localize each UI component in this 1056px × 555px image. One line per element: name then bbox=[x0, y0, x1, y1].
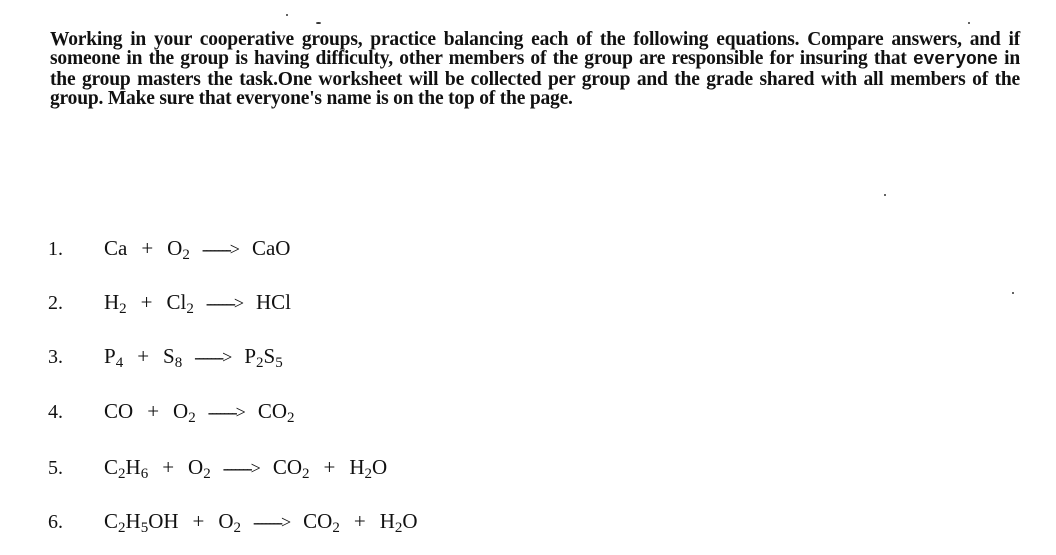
chemical-formula bbox=[166, 290, 194, 317]
formula-symbol: O bbox=[188, 455, 204, 479]
chemical-formula bbox=[104, 509, 179, 536]
equation-body bbox=[104, 344, 283, 369]
scan-speck bbox=[286, 14, 288, 16]
formula-symbol: O bbox=[372, 455, 388, 479]
instructions-text-part-1: Working in your cooperative groups, practice balancing each of the following equations. Compare answers, and if someone in the group is having difficulty, other members of the group are responsible for insuring that bbox=[50, 29, 1020, 69]
formula-subscript: 6 bbox=[140, 466, 149, 482]
formula-symbol: HCl bbox=[255, 290, 291, 314]
equation-number: 1. bbox=[48, 238, 63, 260]
equation-item-6 bbox=[48, 509, 418, 534]
chemical-formula bbox=[104, 236, 127, 260]
chemical-formula bbox=[167, 236, 190, 263]
chemical-formula bbox=[257, 399, 295, 426]
formula-symbol: Ca bbox=[104, 236, 128, 260]
instructions-emphasis-word: everyone bbox=[912, 50, 998, 70]
formula-subscript: 2 bbox=[332, 520, 340, 536]
plus-sign: + bbox=[141, 236, 154, 260]
formula-subscript: 2 bbox=[287, 410, 295, 426]
equation-body bbox=[104, 509, 418, 534]
formula-symbol: H bbox=[379, 509, 395, 533]
plus-sign: + bbox=[353, 509, 366, 533]
equation-number: 4. bbox=[48, 401, 63, 423]
chemical-formula bbox=[163, 344, 183, 371]
chemical-formula bbox=[303, 509, 340, 536]
formula-symbol: CO bbox=[104, 399, 134, 423]
formula-subscript: 2 bbox=[188, 410, 196, 426]
formula-symbol: CO bbox=[272, 455, 303, 479]
scan-speck bbox=[884, 194, 886, 196]
formula-symbol: O bbox=[167, 236, 183, 260]
equation-body bbox=[104, 399, 295, 424]
equation-body bbox=[104, 236, 290, 261]
reaction-arrow: -------> bbox=[207, 402, 244, 422]
formula-symbol: CaO bbox=[251, 236, 291, 260]
equation-number: 2. bbox=[48, 292, 63, 314]
formula-symbol: H bbox=[104, 290, 120, 314]
chemical-formula bbox=[218, 509, 242, 536]
formula-symbol: Cl bbox=[166, 290, 187, 314]
equation-item-1 bbox=[48, 236, 290, 261]
reaction-arrow: -------> bbox=[205, 293, 242, 313]
chemical-formula bbox=[252, 236, 291, 260]
scan-speck bbox=[316, 22, 321, 24]
formula-subscript: 2 bbox=[233, 520, 242, 536]
equation-body bbox=[104, 290, 291, 315]
formula-symbol: P bbox=[104, 344, 116, 368]
equation-item-3 bbox=[48, 344, 283, 369]
plus-sign: + bbox=[147, 399, 160, 423]
plus-sign: + bbox=[137, 344, 150, 368]
instructions-text-part-2: in the group masters the task.One worksheet will be collected per group and the grade shared with all members of the group. Make sure that everyone's name is on the top of the page. bbox=[50, 48, 1020, 109]
scan-speck bbox=[968, 22, 970, 24]
plus-sign: + bbox=[140, 290, 153, 314]
reaction-arrow: -------> bbox=[201, 239, 238, 259]
chemical-formula bbox=[104, 399, 133, 423]
chemical-formula bbox=[349, 455, 388, 482]
formula-symbol: H bbox=[125, 455, 141, 479]
formula-symbol: O bbox=[173, 399, 189, 423]
formula-symbol: H bbox=[349, 455, 365, 479]
chemical-formula bbox=[188, 455, 211, 482]
formula-subscript: 2 bbox=[203, 466, 211, 482]
equation-body bbox=[104, 455, 387, 480]
formula-symbol: C bbox=[104, 455, 119, 479]
scan-speck bbox=[1012, 292, 1014, 294]
chemical-formula bbox=[379, 509, 418, 536]
equation-item-2 bbox=[48, 290, 291, 315]
equation-number: 3. bbox=[48, 346, 63, 368]
formula-symbol: OH bbox=[148, 509, 179, 533]
formula-symbol: H bbox=[125, 509, 141, 533]
formula-subscript: 2 bbox=[186, 301, 194, 317]
formula-symbol: P bbox=[244, 344, 257, 368]
formula-subscript: 2 bbox=[119, 301, 127, 317]
formula-symbol: CO bbox=[257, 399, 288, 423]
formula-symbol: C bbox=[104, 509, 119, 533]
formula-symbol: S bbox=[263, 344, 276, 368]
formula-subscript: 5 bbox=[275, 355, 283, 371]
formula-symbol: O bbox=[402, 509, 418, 533]
formula-subscript: 2 bbox=[182, 247, 190, 263]
chemical-formula bbox=[272, 455, 310, 482]
chemical-formula bbox=[104, 344, 124, 371]
formula-subscript: 2 bbox=[256, 355, 264, 371]
equation-number: 6. bbox=[48, 511, 63, 533]
formula-subscript: 2 bbox=[118, 520, 126, 536]
reaction-arrow: -------> bbox=[194, 347, 231, 367]
reaction-arrow: -------> bbox=[222, 458, 259, 478]
equation-number: 5. bbox=[48, 457, 63, 479]
formula-subscript: 5 bbox=[140, 520, 149, 536]
plus-sign: + bbox=[323, 455, 336, 479]
plus-sign: + bbox=[192, 509, 205, 533]
formula-subscript: 8 bbox=[174, 355, 183, 371]
chemical-formula bbox=[244, 344, 283, 371]
formula-symbol: CO bbox=[303, 509, 333, 533]
plus-sign: + bbox=[162, 455, 175, 479]
equation-item-5 bbox=[48, 455, 387, 480]
chemical-formula bbox=[173, 399, 196, 426]
formula-subscript: 2 bbox=[364, 466, 373, 482]
reaction-arrow: -------> bbox=[253, 512, 290, 532]
chemical-formula bbox=[104, 455, 149, 482]
formula-symbol: S bbox=[163, 344, 175, 368]
chemical-formula bbox=[256, 290, 291, 314]
formula-subscript: 2 bbox=[118, 466, 126, 482]
formula-subscript: 2 bbox=[394, 520, 403, 536]
formula-subscript: 4 bbox=[115, 355, 124, 371]
formula-subscript: 2 bbox=[302, 466, 310, 482]
equation-item-4 bbox=[48, 399, 295, 424]
chemical-formula bbox=[104, 290, 127, 317]
formula-symbol: O bbox=[218, 509, 234, 533]
